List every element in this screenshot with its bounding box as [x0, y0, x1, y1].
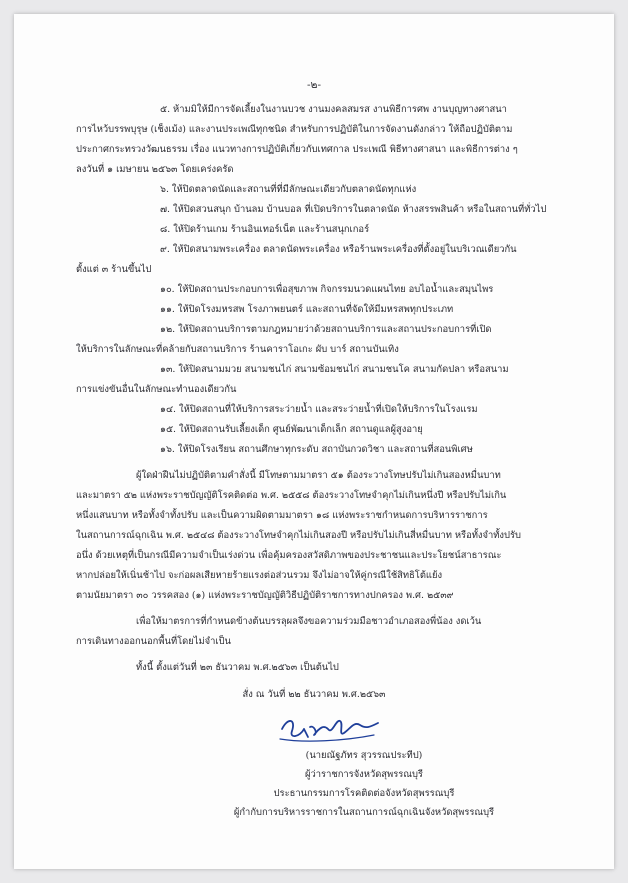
signature-block [214, 746, 514, 822]
penalty-line-7: ตามนัยมาตรา ๓๐ วรรคสอง (๑) แห่งพระราชบัญญัติวิธีปฏิบัติราชการทางปกครอง พ.ศ. ๒๕๓๙ [76, 590, 454, 601]
item-11: ๑๑. ให้ปิดโรงมหรสพ โรงภาพยนตร์ และสถานที่จัดให้มีมหรสพทุกประเภท [160, 304, 454, 315]
penalty-line-1: ผู้ใดฝ่าฝืนไม่ปฏิบัติตามคำสั่งนี้ มีโทษตามมาตรา ๕๑ ต้องระวางโทษปรับไม่เกินสองหมื่นบาท [136, 470, 501, 481]
penalty-line-4: ในสถานการณ์ฉุกเฉิน พ.ศ. ๒๕๔๘ ต้องระวางโทษจำคุกไม่เกินสองปี หรือปรับไม่เกินสี่หมื่นบาท หรือทั้งจำทั้งปรับ [76, 530, 521, 541]
item-9-line-2: ตั้งแต่ ๓ ร้านขึ้นไป [76, 264, 152, 275]
item-14: ๑๔. ให้ปิดสถานที่ให้บริการสระว่ายน้ำ และสระว่ายน้ำที่เปิดให้บริการในโรงแรม [160, 404, 478, 415]
cooperation-line-2: การเดินทางออกนอกพื้นที่โดยไม่จำเป็น [76, 636, 231, 647]
item-5-line-4: ลงวันที่ ๑ เมษายน ๒๕๖๓ โดยเคร่งครัด [76, 164, 234, 175]
item-5-line-1: ๕. ห้ามมิให้มีการจัดเลี้ยงในงานบวช งานมงคลสมรส งานพิธีการศพ งานบุญทางศาสนา [160, 104, 507, 115]
signer-title-2: ประธานกรรมการโรคติดต่อจังหวัดสุพรรณบุรี [273, 788, 455, 799]
item-12-line-1: ๑๒. ให้ปิดสถานบริการตามกฎหมายว่าด้วยสถานบริการและสถานประกอบการที่เปิด [160, 324, 492, 335]
penalty-line-3: หนึ่งแสนบาท หรือทั้งจำทั้งปรับ และเป็นความผิดตามมาตรา ๑๘ แห่งพระราชกำหนดการบริหารราชการ [76, 510, 488, 521]
item-6: ๖. ให้ปิดตลาดนัดและสถานที่ที่มีลักษณะเดียวกับตลาดนัดทุกแห่ง [160, 184, 417, 195]
item-13-line-2: การแข่งขันอื่นในลักษณะทำนองเดียวกัน [76, 384, 237, 395]
page-number: -๒- [306, 79, 322, 91]
item-10: ๑๐. ให้ปิดสถานประกอบการเพื่อสุขภาพ กิจกรรมนวดแผนไทย อบไอน้ำและสมุนไพร [160, 284, 494, 295]
document-body [76, 100, 586, 678]
document-page [14, 14, 614, 869]
item-5-line-3: ประกาศกระทรวงวัฒนธรรม เรื่อง แนวทางการปฏิบัติเกี่ยวกับเทศกาล ประเพณี พิธีทางศาสนา และพิธีการต่าง ๆ [76, 144, 518, 155]
item-9-line-1: ๙. ให้ปิดสนามพระเครื่อง ตลาดนัดพระเครื่อง หรือร้านพระเครื่องที่ตั้งอยู่ในบริเวณเดียวกัน [160, 244, 517, 255]
item-7: ๗. ให้ปิดสวนสนุก บ้านลม บ้านบอล ที่เปิดบริการในตลาดนัด ห้างสรรพสินค้า หรือในสถานที่ทั่วไป [160, 204, 547, 215]
item-15: ๑๕. ให้ปิดสถานรับเลี้ยงเด็ก ศูนย์พัฒนาเด็กเล็ก สถานดูแลผู้สูงอายุ [160, 424, 423, 435]
item-12-line-2: ให้บริการในลักษณะที่คล้ายกับสถานบริการ ร้านคาราโอเกะ ผับ บาร์ สถานบันเทิง [76, 344, 399, 355]
signer-title-1: ผู้ว่าราชการจังหวัดสุพรรณบุรี [305, 769, 423, 780]
penalty-line-2: และมาตรา ๕๒ แห่งพระราชบัญญัติโรคติดต่อ พ.ศ. ๒๕๕๘ ต้องระวางโทษจำคุกไม่เกินหนึ่งปี หรือปรับไม่เกิน [76, 490, 507, 501]
penalty-line-5: อนึ่ง ด้วยเหตุที่เป็นกรณีมีความจำเป็นเร่งด่วน เพื่อคุ้มครองสวัสดิภาพของประชาชนและประโยชน์สาธารณะ [76, 550, 502, 561]
item-16: ๑๖. ให้ปิดโรงเรียน สถานศึกษาทุกระดับ สถาบันกวดวิชา และสถานที่สอนพิเศษ [160, 444, 473, 455]
signed-date: สั่ง ณ วันที่ ๒๒ ธันวาคม พ.ศ.๒๕๖๓ [242, 689, 386, 700]
signature-image [274, 707, 384, 747]
penalty-line-6: หากปล่อยให้เนิ่นช้าไป จะก่อผลเสียหายร้ายแรงต่อส่วนรวม จึงไม่อาจให้คู่กรณีใช้สิทธิโต้แย้ง [76, 570, 443, 581]
item-8: ๘. ให้ปิดร้านเกม ร้านอินเทอร์เน็ต และร้านสนุกเกอร์ [160, 224, 370, 235]
item-13-line-1: ๑๓. ให้ปิดสนามมวย สนามชนไก่ สนามซ้อมชนไก่ สนามชนโค สนามกัดปลา หรือสนาม [160, 364, 509, 375]
effective-date: ทั้งนี้ ตั้งแต่วันที่ ๒๓ ธันวาคม พ.ศ.๒๕๖๓ เป็นต้นไป [136, 662, 339, 673]
signer-name: (นายณัฐภัทร สุวรรณประทีป) [305, 750, 423, 761]
signer-title-3: ผู้กำกับการบริหารราชการในสถานการณ์ฉุกเฉินจังหวัดสุพรรณบุรี [233, 807, 495, 818]
cooperation-line-1: เพื่อให้มาตรการที่กำหนดข้างต้นบรรลุผลจึงขอความร่วมมือชาวอำเภอสองพี่น้อง งดเว้น [136, 616, 482, 627]
item-5-line-2: การไหว้บรรพบุรุษ (เช็งเม้ง) และงานประเพณีทุกชนิด สำหรับการปฏิบัติในการจัดงานดังกล่าว ให้ถือปฏิบัติตาม [76, 124, 513, 135]
